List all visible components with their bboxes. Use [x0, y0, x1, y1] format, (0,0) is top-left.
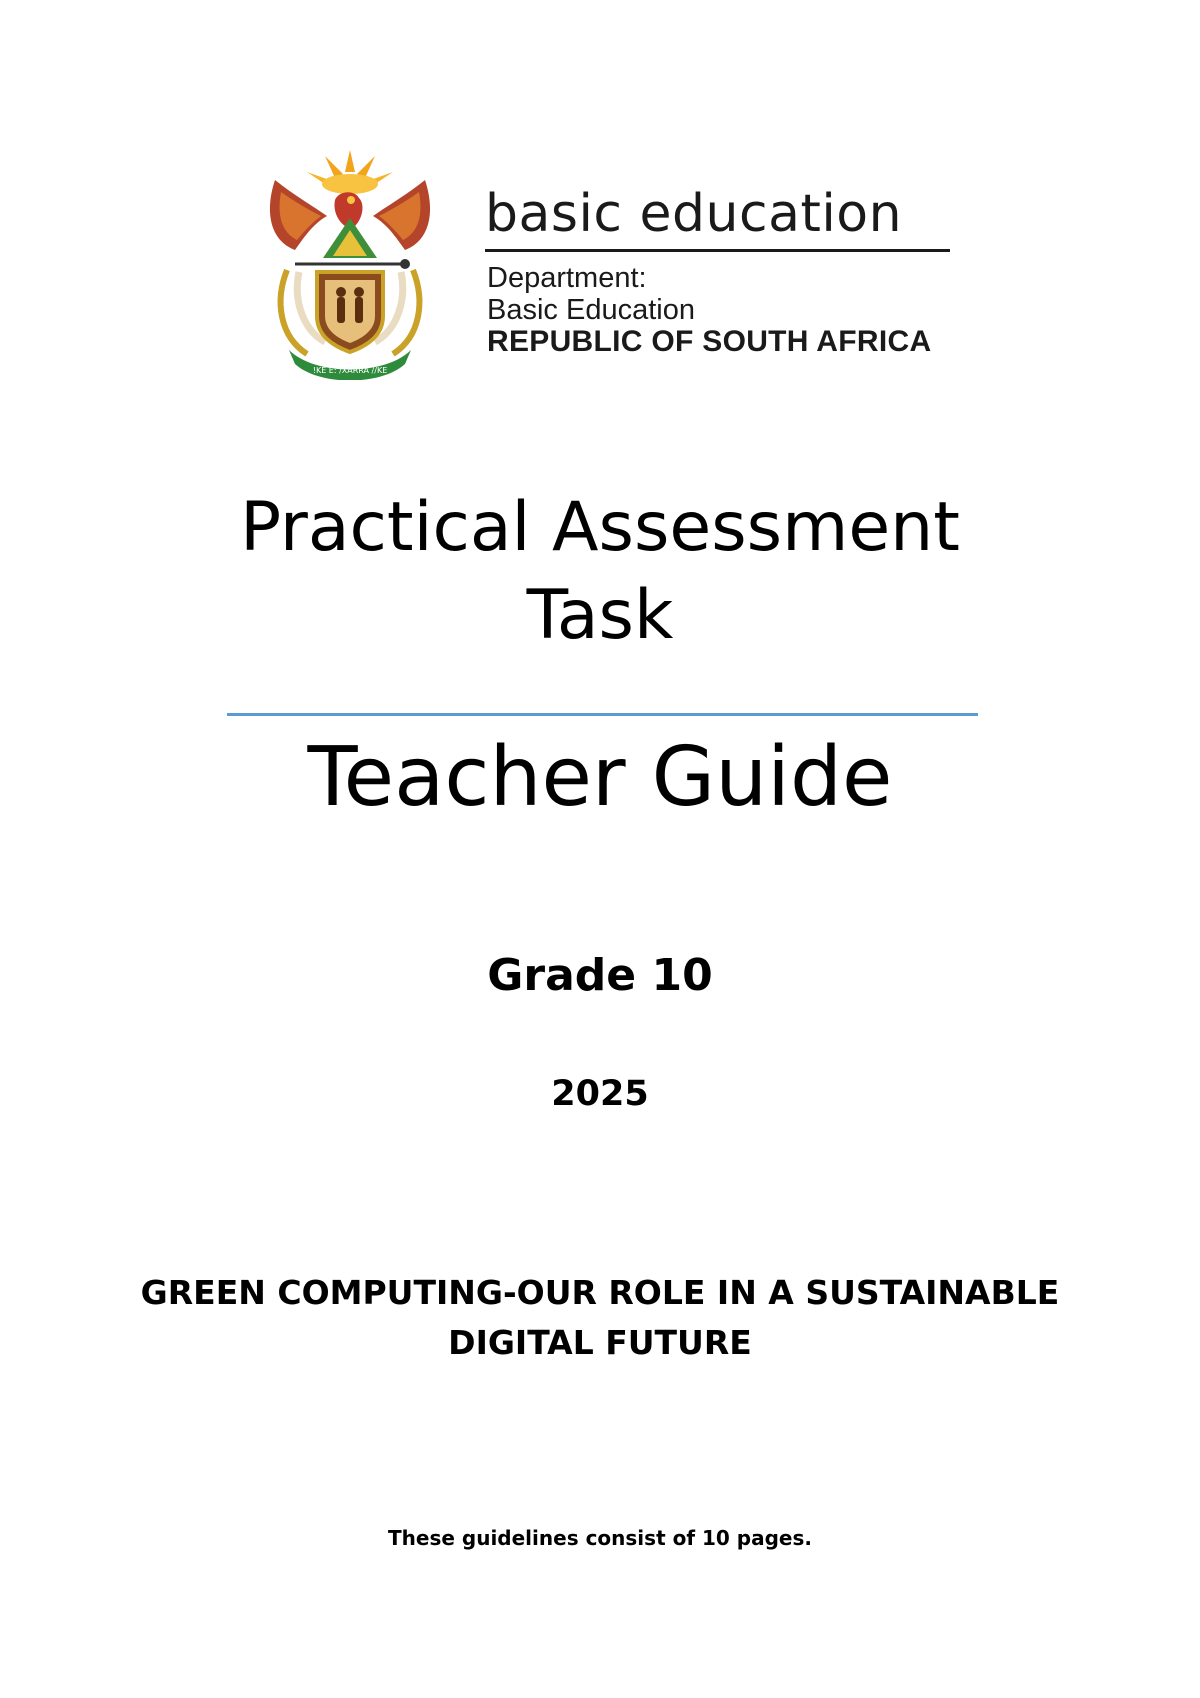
country-name: REPUBLIC OF SOUTH AFRICA	[487, 325, 932, 358]
topic-heading-line-2: DIGITAL FUTURE	[448, 1323, 752, 1362]
document-subtitle: Teacher Guide	[307, 730, 893, 825]
document-title-line-1: Practical Assessment	[240, 488, 960, 567]
department-logo-block	[255, 140, 955, 380]
brand-divider	[485, 249, 950, 252]
department-label: Department:	[487, 262, 647, 294]
year-label: 2025	[551, 1074, 649, 1114]
grade-label: Grade 10	[487, 950, 713, 1001]
document-title-line-2: Task	[526, 576, 674, 655]
brand-title: basic education	[485, 184, 903, 244]
title-divider	[227, 713, 978, 716]
topic-heading-line-1: GREEN COMPUTING-OUR ROLE IN A SUSTAINABLE	[140, 1273, 1060, 1312]
crest-motto: !KE E: /XARRA //KE	[312, 366, 388, 375]
page-count-note: These guidelines consist of 10 pages.	[388, 1526, 812, 1550]
topic-heading	[0, 1268, 1200, 1368]
department-name: Basic Education	[487, 294, 695, 326]
document-title	[0, 484, 1200, 660]
coat-of-arms-icon	[255, 140, 445, 380]
